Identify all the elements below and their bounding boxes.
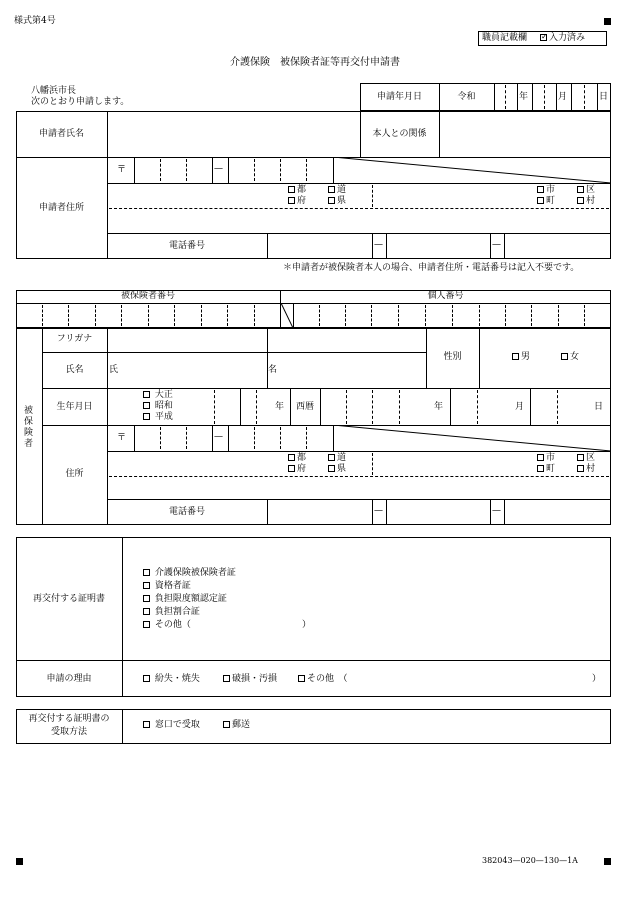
- insured-city-mura-checkbox[interactable]: 村: [577, 464, 595, 475]
- birth-era-year-input[interactable]: [215, 389, 273, 424]
- reason-label: 申請の理由: [46, 674, 92, 684]
- checkbox-checked-icon: ✓: [541, 32, 548, 41]
- city-ku-checkbox[interactable]: 区: [577, 185, 595, 196]
- option-qualification-card[interactable]: 資格者証: [143, 581, 191, 592]
- applicant-phone-label: 電話番号: [168, 241, 205, 251]
- staff-entry-label: 職員記載欄: [482, 33, 528, 43]
- era-reiwa: 令和: [457, 92, 476, 102]
- other-certificate-input[interactable]: [190, 618, 300, 631]
- reason-lost-checkbox[interactable]: 紛失・焼失: [143, 674, 200, 685]
- footer-code: 382043—020—130—1A: [482, 856, 578, 865]
- name-label: 氏名: [65, 365, 84, 375]
- request-statement: 次のとおり申請します。: [31, 97, 130, 107]
- era-showa-checkbox[interactable]: 昭和: [143, 401, 173, 412]
- page-title: 介護保険 被保険者証等再交付申請書: [230, 57, 400, 68]
- option-burden-limit-card[interactable]: 負担限度額認定証: [143, 594, 227, 605]
- birth-month-label: 月: [515, 402, 525, 412]
- applicant-phone-input[interactable]: [268, 234, 610, 258]
- corner-mark-top-right: [604, 18, 611, 25]
- option-insurance-card[interactable]: 介護保険被保険者証: [143, 568, 236, 579]
- birth-day-input[interactable]: [531, 389, 593, 424]
- receipt-mail-checkbox[interactable]: 郵送: [223, 720, 250, 731]
- input-complete-checkbox[interactable]: [540, 33, 585, 44]
- insured-address-label: 住所: [65, 469, 84, 479]
- input-complete-label: 入力済み: [549, 33, 586, 43]
- given-name-mark: 名: [268, 365, 278, 375]
- option-burden-ratio-card[interactable]: 負担割合証: [143, 607, 200, 618]
- other-close-paren: ）: [302, 620, 312, 630]
- pref-fu-checkbox[interactable]: 府: [288, 196, 306, 207]
- furigana-label: フリガナ: [56, 334, 93, 344]
- pref-ken-checkbox[interactable]: 県: [328, 196, 346, 207]
- receipt-label-line1: 再交付する証明書の: [28, 714, 110, 724]
- birth-western-year-label: 年: [434, 402, 444, 412]
- reason-other-input[interactable]: [356, 671, 586, 685]
- sex-label: 性別: [443, 352, 462, 362]
- insured-phone-input[interactable]: [268, 500, 610, 524]
- corner-mark-bottom-left: [16, 858, 23, 865]
- insured-address-input[interactable]: [109, 478, 609, 498]
- applicant-note: ＊申請者が被保険者本人の場合、申請者住所・電話番号は記入不要です。: [283, 263, 580, 273]
- reason-other-checkbox[interactable]: その他 （: [298, 674, 348, 685]
- form-number: 様式第4号: [14, 16, 56, 26]
- receipt-label-line2: 受取方法: [50, 727, 87, 737]
- pref-do-checkbox[interactable]: 道: [328, 185, 346, 196]
- reissue-label: 再交付する証明書: [32, 594, 105, 604]
- applicant-name-input[interactable]: [108, 112, 359, 156]
- applicant-address-input[interactable]: [109, 210, 609, 232]
- era-heisei-checkbox[interactable]: 平成: [143, 412, 173, 423]
- insured-postal-code-input[interactable]: [136, 426, 331, 450]
- city-machi-checkbox[interactable]: 町: [537, 196, 555, 207]
- personal-number-label: 個人番号: [427, 291, 464, 301]
- application-date-input[interactable]: [440, 84, 610, 110]
- sex-female-checkbox[interactable]: 女: [561, 352, 579, 363]
- city-shi-checkbox[interactable]: 市: [537, 185, 555, 196]
- applicant-name-label: 申請者氏名: [38, 129, 84, 139]
- insured-pref-fu-checkbox[interactable]: 府: [288, 464, 306, 475]
- furigana-input[interactable]: [108, 329, 425, 351]
- insured-number-label: 被保険者番号: [120, 291, 175, 301]
- addressee-mayor: 八幡浜市長: [31, 86, 77, 96]
- insured-side-label: 被保険者: [22, 405, 32, 449]
- postal-mark: 〒: [117, 165, 127, 175]
- app-year-label: 年: [519, 92, 529, 102]
- family-name-input[interactable]: [120, 353, 265, 387]
- reason-damaged-checkbox[interactable]: 破損・汚損: [223, 674, 277, 685]
- insured-number-input[interactable]: [17, 304, 279, 327]
- birth-day-label: 日: [594, 402, 604, 412]
- insured-city-machi-checkbox[interactable]: 町: [537, 464, 555, 475]
- family-name-mark: 氏: [109, 365, 119, 375]
- relation-input[interactable]: [440, 112, 610, 156]
- app-day-label: 日: [599, 92, 609, 102]
- applicant-postal-code-input[interactable]: [136, 158, 331, 182]
- receipt-counter-checkbox[interactable]: 窓口で受取: [143, 720, 200, 731]
- insured-pref-ken-checkbox[interactable]: 県: [328, 464, 346, 475]
- sex-male-checkbox[interactable]: 男: [512, 352, 530, 363]
- birth-year-label: 年: [275, 402, 285, 412]
- insured-pref-do-checkbox[interactable]: 道: [328, 453, 346, 464]
- birth-date-label: 生年月日: [56, 402, 93, 412]
- insured-pref-to-checkbox[interactable]: 都: [288, 453, 306, 464]
- birth-month-input[interactable]: [451, 389, 513, 424]
- app-month-label: 月: [558, 92, 568, 102]
- insured-postal-mark: 〒: [117, 433, 127, 443]
- insured-phone-label: 電話番号: [168, 507, 205, 517]
- relation-label: 本人との関係: [372, 129, 427, 139]
- option-other-certificate[interactable]: その他（: [143, 620, 191, 631]
- reason-close-paren: ）: [592, 674, 602, 684]
- application-date-label: 申請年月日: [376, 92, 422, 102]
- personal-number-input[interactable]: [294, 304, 610, 327]
- pref-to-checkbox[interactable]: 都: [288, 185, 306, 196]
- birth-western-year-input[interactable]: [321, 389, 431, 424]
- era-taisho-checkbox[interactable]: 大正: [143, 390, 173, 401]
- insured-city-shi-checkbox[interactable]: 市: [537, 453, 555, 464]
- corner-mark-bottom-right: [604, 858, 611, 865]
- applicant-address-label: 申請者住所: [38, 203, 84, 213]
- insured-city-ku-checkbox[interactable]: 区: [577, 453, 595, 464]
- given-name-input[interactable]: [280, 353, 425, 387]
- staff-entry-box: [478, 31, 607, 46]
- western-year-label: 西暦: [296, 402, 315, 412]
- city-mura-checkbox[interactable]: 村: [577, 196, 595, 207]
